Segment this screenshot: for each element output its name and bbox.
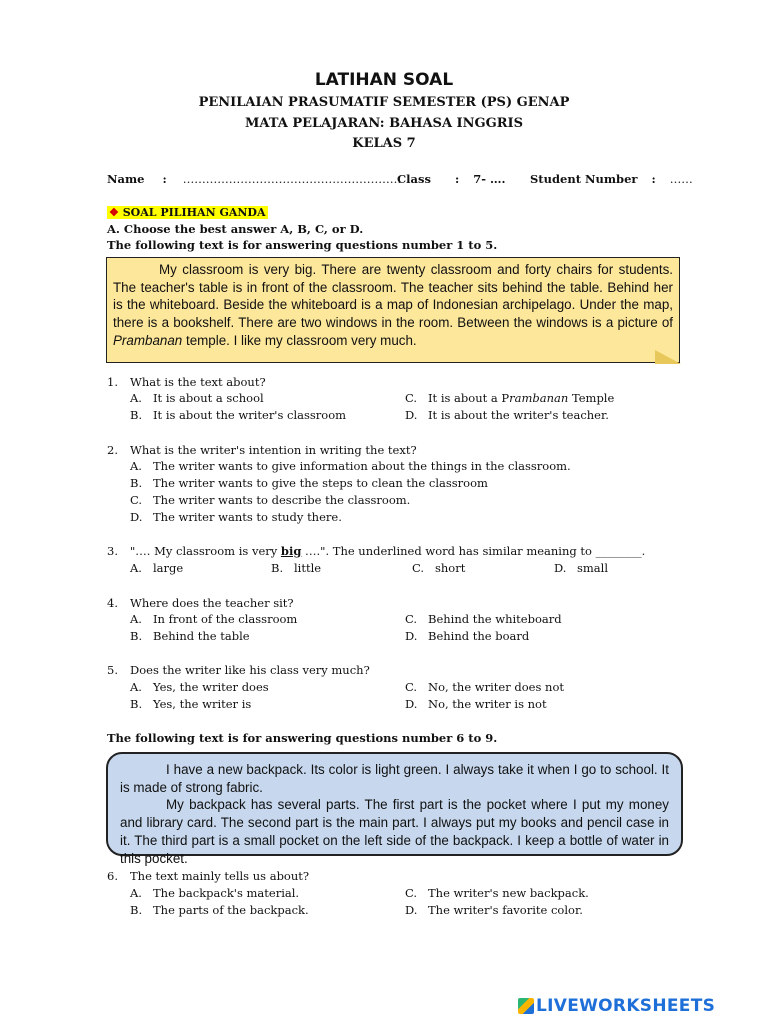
- question-text: "…. My classroom is very big ….". The underlined word has similar meaning to ________.: [130, 544, 646, 558]
- question-number: 4.: [107, 596, 118, 610]
- option-d[interactable]: D. The writer's favorite color.: [405, 903, 583, 917]
- question-number: 6.: [107, 869, 118, 883]
- option-a[interactable]: A. In front of the classroom: [130, 612, 298, 626]
- class-label: Class: [397, 172, 431, 186]
- option-b[interactable]: B. The parts of the backpack.: [130, 903, 309, 917]
- text-intro-1: The following text is for answering questions number 1 to 5.: [107, 238, 498, 252]
- class-value[interactable]: 7- ….: [473, 172, 506, 186]
- student-number-separator: :: [651, 172, 656, 186]
- reading-passage-classroom: [106, 257, 680, 363]
- passage1-text: My classroom is very big. There are twenty classroom and forty chairs for students. The teacher's table is in front of the classroom. The teacher sits behind the table. Behind her is the whiteboard. Beside the whiteboard is a map of Indonesian archipelago. Under the map, there is a bookshelf. There are two windows in the room. Between the windows is a picture of: [113, 262, 673, 331]
- exam-name: PENILAIAN PRASUMATIF SEMESTER (PS) GENAP: [198, 95, 570, 110]
- question-number: 2.: [107, 443, 118, 457]
- pushpin-icon: ❖: [109, 206, 119, 219]
- option-a[interactable]: A. large: [130, 561, 184, 575]
- name-blank[interactable]: …………………………………………………: [182, 172, 402, 186]
- option-d[interactable]: D. The writer wants to study there.: [130, 510, 342, 524]
- option-c[interactable]: C. No, the writer does not: [405, 680, 564, 694]
- option-c[interactable]: C. Behind the whiteboard: [405, 612, 562, 626]
- reading-passage-backpack: [106, 752, 683, 866]
- option-c[interactable]: C. It is about a Prambanan Temple: [405, 391, 615, 405]
- class-field[interactable]: [397, 172, 506, 186]
- question-text: The text mainly tells us about?: [130, 869, 310, 883]
- question-text: Does the writer like his class very much?: [130, 663, 370, 677]
- student-number-field[interactable]: [530, 172, 693, 186]
- liveworksheets-mark-icon: [518, 998, 534, 1014]
- section-heading: [107, 206, 268, 219]
- worksheet-title: LATIHAN SOAL: [314, 70, 454, 90]
- text-intro-2: The following text is for answering questions number 6 to 9.: [107, 731, 498, 745]
- subject-line: MATA PELAJARAN: BAHASA INGGRIS: [244, 116, 523, 131]
- option-c[interactable]: C. The writer's new backpack.: [405, 886, 589, 900]
- option-b[interactable]: B. Behind the table: [130, 629, 250, 643]
- option-d[interactable]: D. Behind the board: [405, 629, 530, 643]
- section-heading-label: SOAL PILIHAN GANDA: [122, 206, 266, 219]
- option-d[interactable]: D. It is about the writer's teacher.: [405, 408, 609, 422]
- option-a[interactable]: A. The backpack's material.: [130, 886, 300, 900]
- question-number: 1.: [107, 375, 118, 389]
- underlined-word: big: [280, 544, 302, 558]
- question-text: What is the text about?: [130, 375, 266, 389]
- name-field[interactable]: [107, 172, 401, 186]
- name-separator: :: [162, 172, 167, 186]
- option-a[interactable]: A. The writer wants to give information about the things in the classroom.: [130, 459, 571, 473]
- name-label: Name: [107, 172, 145, 186]
- option-a[interactable]: A. Yes, the writer does: [130, 680, 269, 694]
- liveworksheets-logo[interactable]: [518, 996, 715, 1016]
- option-b[interactable]: B. Yes, the writer is: [130, 697, 252, 711]
- option-c[interactable]: C. short: [412, 561, 466, 575]
- question-number: 5.: [107, 663, 118, 677]
- option-a[interactable]: A. It is about a school: [130, 391, 264, 405]
- student-number-blank[interactable]: ……: [669, 172, 693, 186]
- option-b[interactable]: B. The writer wants to give the steps to clean the classroom: [130, 476, 488, 490]
- passage1-italic: Prambanan: [113, 332, 183, 348]
- option-d[interactable]: D. small: [554, 561, 609, 575]
- passage1-text-end: temple. I like my classroom very much.: [185, 332, 417, 348]
- question-number: 3.: [107, 544, 118, 558]
- logo-text: LIVEWORKSHEETS: [536, 996, 716, 1016]
- question-text: Where does the teacher sit?: [130, 596, 294, 610]
- question-text: What is the writer's intention in writing the text?: [130, 443, 417, 457]
- class-separator: :: [454, 172, 460, 186]
- student-number-label: Student Number: [530, 172, 638, 186]
- option-c[interactable]: C. The writer wants to describe the classroom.: [130, 493, 411, 507]
- instruction: A. Choose the best answer A, B, C, or D.: [107, 222, 364, 236]
- option-d[interactable]: D. No, the writer is not: [405, 697, 547, 711]
- grade-line: KELAS 7: [352, 136, 416, 151]
- passage2-paragraph-1: I have a new backpack. Its color is light green. I always take it when I go to school. It is made of strong fabric.: [120, 762, 669, 795]
- passage2-paragraph-2: My backpack has several parts. The first part is the pocket where I put my money and library card. The second part is the main part. I always put my books and pencil case in it. The third part is a small pocket on the left side of the backpack. I keep a bottle of water in this pocket.: [120, 797, 669, 866]
- option-b[interactable]: B. It is about the writer's classroom: [130, 408, 347, 422]
- option-b[interactable]: B. little: [271, 561, 322, 575]
- page-curl-decoration: [655, 350, 681, 364]
